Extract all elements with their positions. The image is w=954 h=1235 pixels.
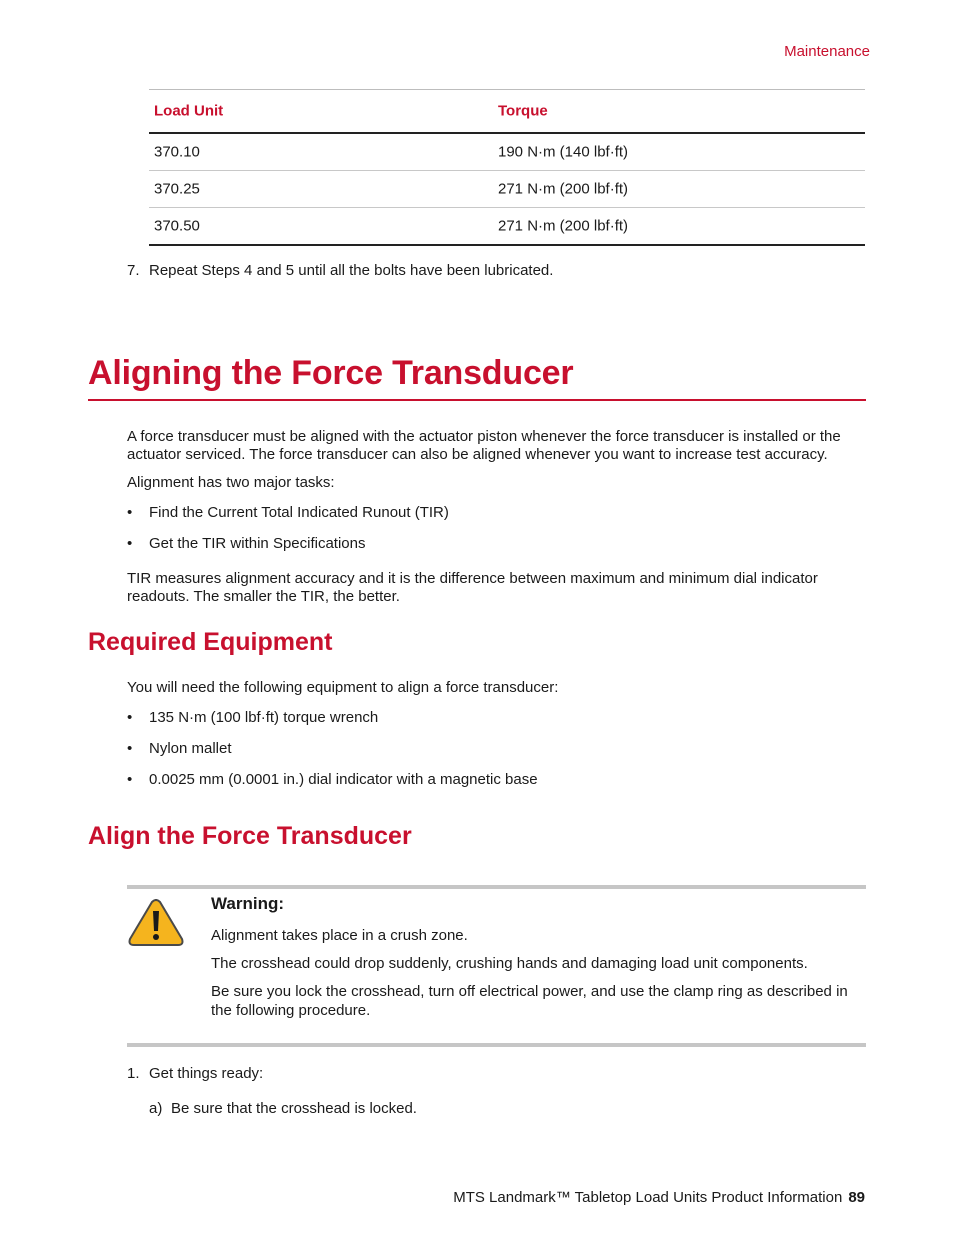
page-number: 89 (848, 1189, 865, 1206)
list-item (0, 504, 954, 524)
table-row (149, 208, 865, 246)
table-header-row (149, 90, 865, 134)
substep-text: Be sure that the crosshead is locked. (171, 1100, 417, 1117)
warning-bottom-rule (127, 1043, 866, 1047)
list-item-text: Get the TIR within Specifications (149, 535, 366, 552)
column-header-load-unit: Load Unit (154, 102, 224, 120)
step-text: Get things ready: (149, 1065, 264, 1082)
bullet-icon: • (127, 504, 133, 521)
footer-title: MTS Landmark™ Tabletop Load Units Product Information (453, 1189, 843, 1206)
substep-label: a) (149, 1100, 163, 1117)
list-item-text: Nylon mallet (149, 740, 232, 757)
table-row (149, 171, 865, 208)
list-item (0, 535, 954, 555)
running-header: Maintenance (784, 43, 870, 60)
bullet-icon: • (127, 771, 133, 788)
list-item (0, 709, 954, 729)
bullet-icon: • (127, 740, 133, 757)
table-cell-torque: 271 N·m (200 lbf·ft) (498, 180, 629, 198)
subsection-title-equipment: Required Equipment (88, 628, 333, 656)
step-1a (0, 1100, 954, 1120)
equipment-intro: You will need the following equipment to align a force transducer: (127, 679, 559, 696)
list-item-text: 0.0025 mm (0.0001 in.) dial indicator with a magnetic base (149, 771, 538, 788)
table-cell-torque: 190 N·m (140 lbf·ft) (498, 143, 629, 161)
warning-top-rule (127, 885, 866, 889)
warning-title: Warning: (211, 894, 285, 913)
section-title-rule (88, 399, 866, 401)
section-title: Aligning the Force Transducer (88, 354, 574, 392)
column-header-torque: Torque (498, 102, 548, 120)
list-item-text: Find the Current Total Indicated Runout (TIR) (149, 504, 449, 521)
tasks-intro: Alignment has two major tasks: (127, 474, 335, 491)
list-item (0, 740, 954, 760)
warning-triangle-icon (128, 899, 184, 947)
torque-table (149, 89, 865, 246)
list-item-text: 135 N·m (100 lbf·ft) torque wrench (149, 709, 379, 726)
warning-text: The crosshead could drop suddenly, crushing hands and damaging load unit components. (211, 955, 808, 972)
intro-paragraph: A force transducer must be aligned with the actuator piston whenever the force transducer is installed or the actuator serviced. The force transducer can also be aligned whenever you want to increase test accuracy. (127, 428, 841, 463)
step-text: Repeat Steps 4 and 5 until all the bolts have been lubricated. (149, 262, 554, 279)
table-cell-load-unit: 370.10 (154, 143, 200, 161)
step-number: 1. (127, 1065, 140, 1082)
tir-paragraph: TIR measures alignment accuracy and it is the difference between maximum and minimum dial indicator readouts. The smaller the TIR, the better. (127, 570, 818, 605)
table-cell-load-unit: 370.50 (154, 217, 200, 235)
table-cell-torque: 271 N·m (200 lbf·ft) (498, 217, 629, 235)
subsection-title-align: Align the Force Transducer (88, 822, 412, 850)
page-footer (453, 1189, 865, 1206)
table-cell-load-unit: 370.25 (154, 180, 200, 198)
step-number: 7. (127, 262, 140, 279)
warning-text: Be sure you lock the crosshead, turn off electrical power, and use the clamp ring as described in the following procedure. (211, 983, 848, 1019)
list-item (0, 771, 954, 791)
bullet-icon: • (127, 535, 133, 552)
warning-text: Alignment takes place in a crush zone. (211, 927, 468, 944)
table-row (149, 134, 865, 171)
step-1 (0, 1065, 954, 1085)
bullet-icon: • (127, 709, 133, 726)
